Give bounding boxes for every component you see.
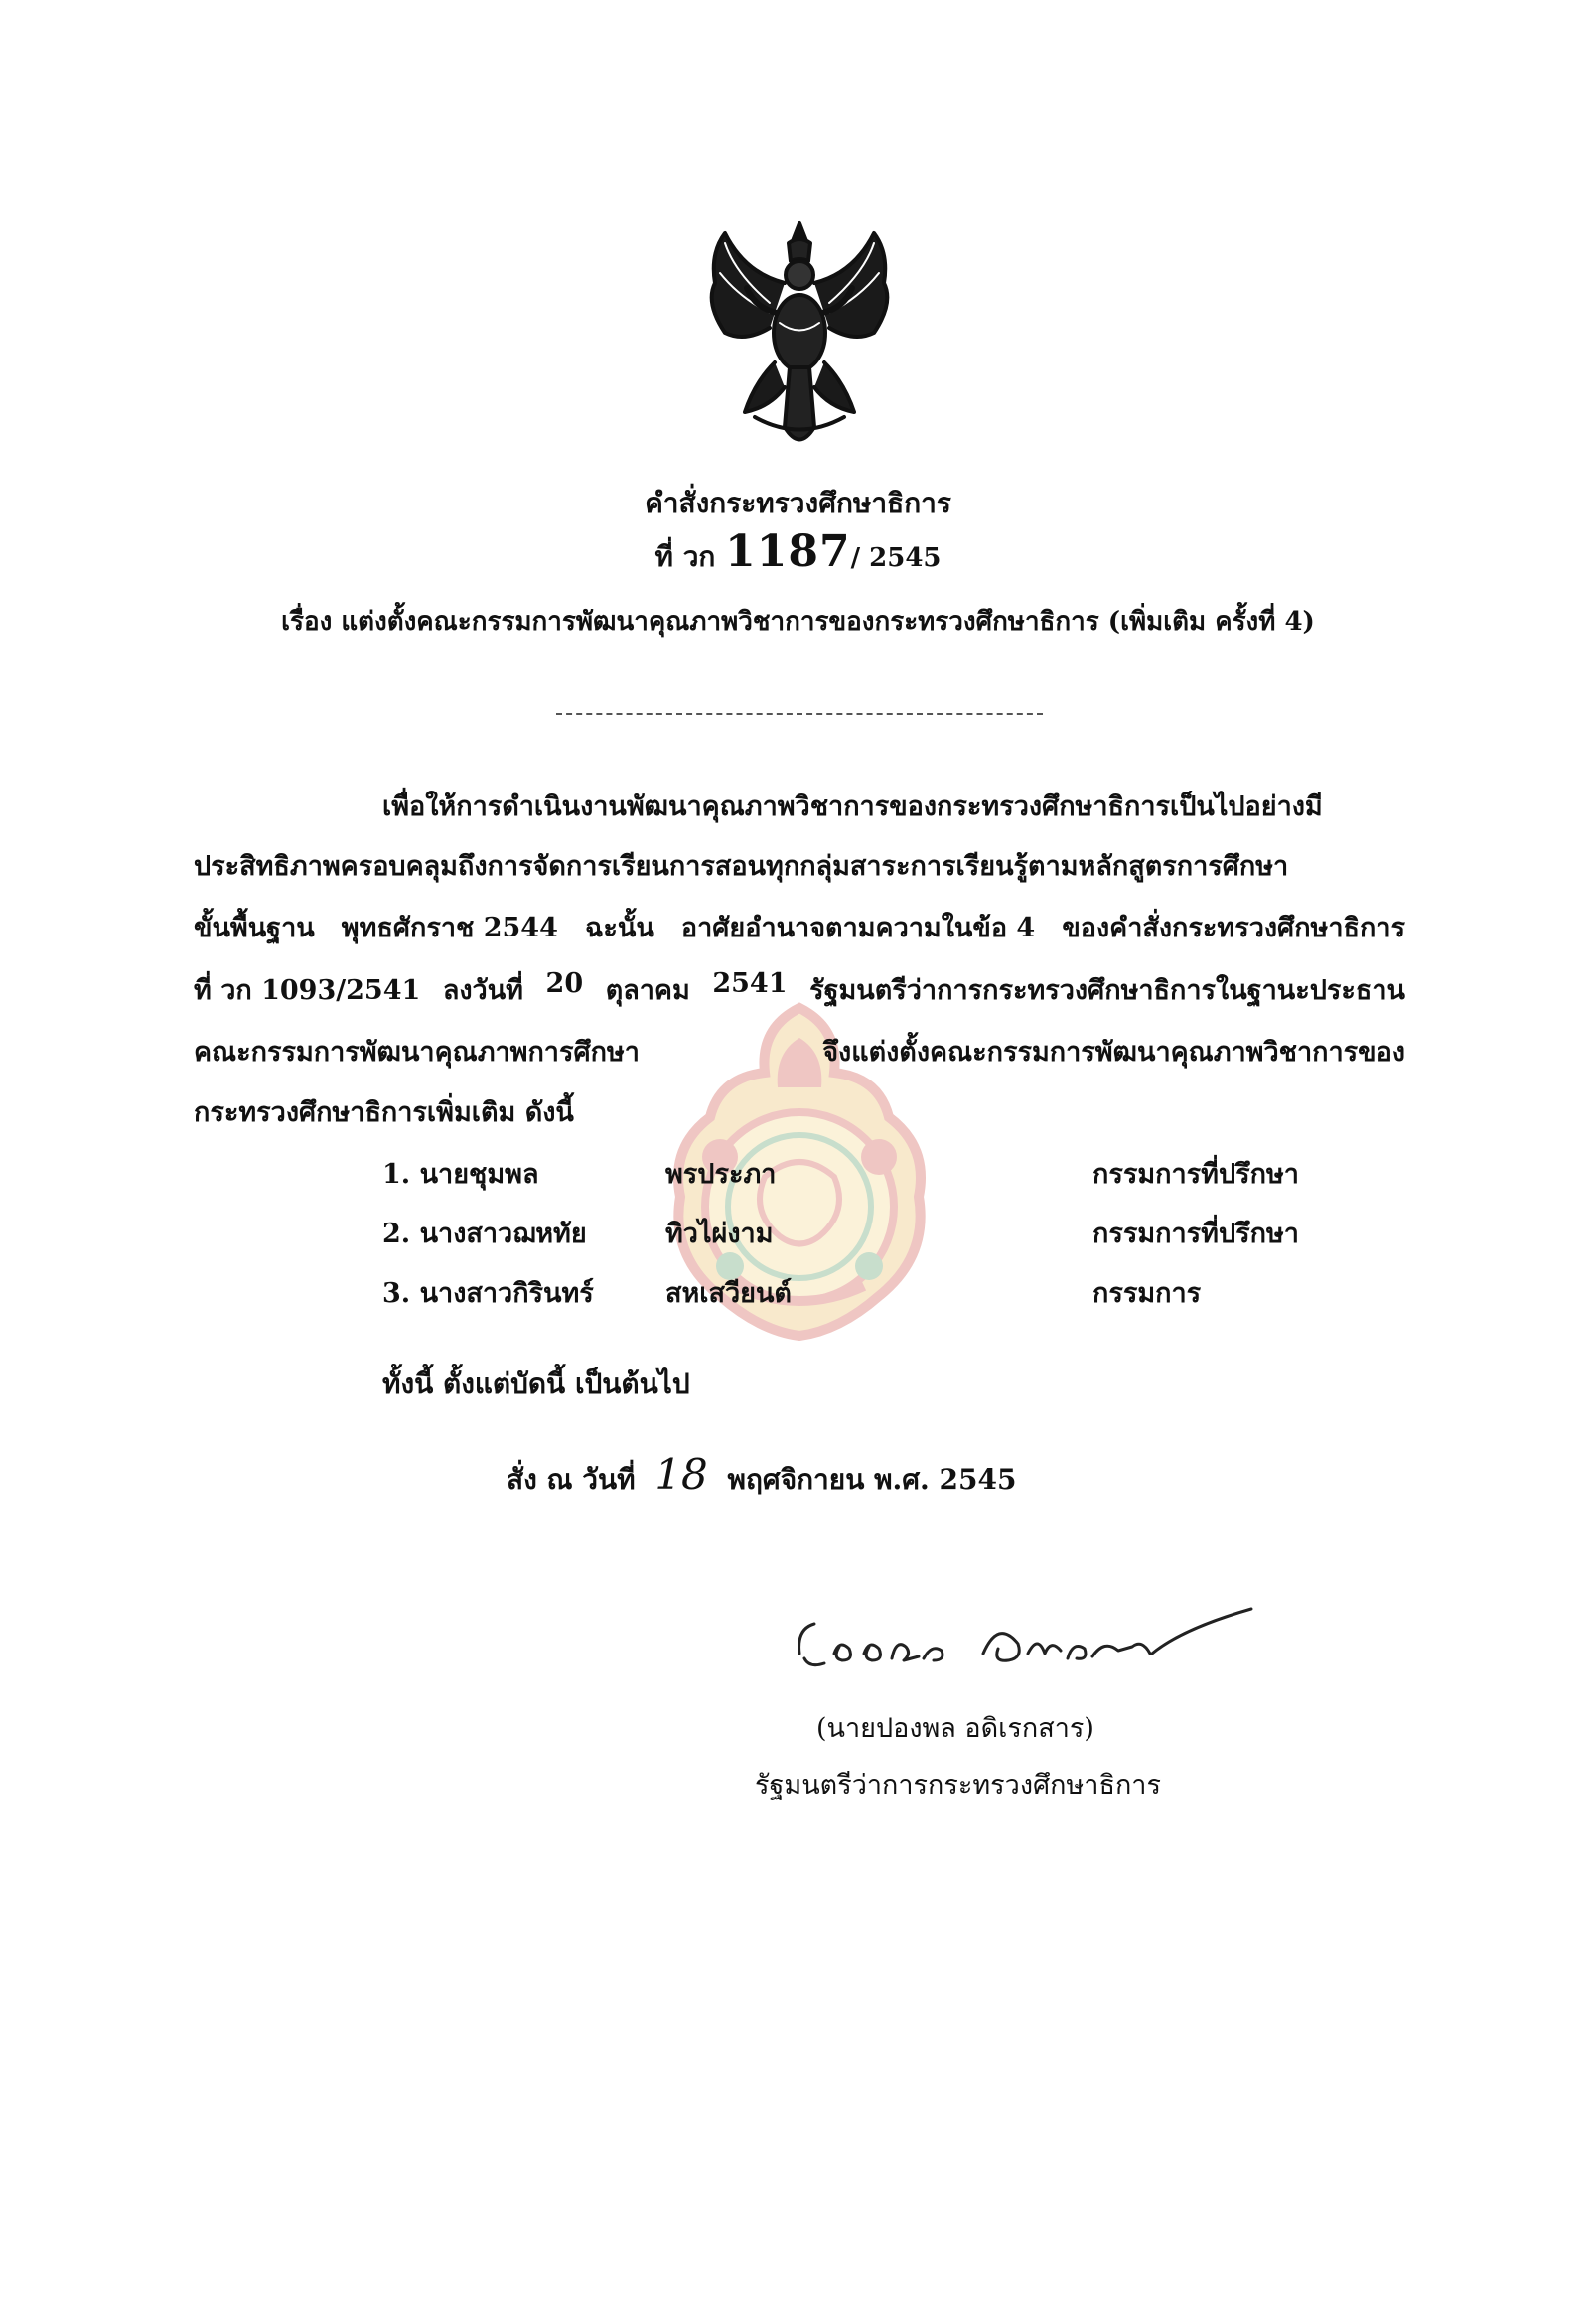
member-role: กรรมการ — [1092, 1278, 1202, 1309]
body-text: ของคำสั่งกระทรวงศึกษาธิการ — [1062, 913, 1405, 943]
member-surname: พรประภา — [665, 1159, 777, 1190]
garuda-emblem-icon — [685, 214, 914, 457]
body-line-3 — [194, 906, 1405, 948]
body-text: ที่ วก 1093/2541 — [194, 975, 421, 1006]
signatory-title: รัฐมนตรีว่าการกระทรวงศึกษาธิการ — [755, 1770, 1161, 1800]
body-text: ประสิทธิภาพครอบคลุมถึงการจัดการเรียนการสอนทุกกลุ่มสาระการเรียนรู้ตามหลักสูตรการศึกษา — [194, 851, 1289, 882]
body-text: 2541 — [712, 968, 788, 999]
member-name: 3. นางสาวกิรินทร์ — [382, 1278, 594, 1309]
order-date-day: 18 — [654, 1450, 708, 1499]
body-line-4 — [194, 968, 1405, 1011]
order-number — [0, 526, 1596, 579]
body-text: รัฐมนตรีว่าการกระทรวงศึกษาธิการในฐานะประธาน — [809, 975, 1405, 1006]
effective-clause: ทั้งนี้ ตั้งแต่บัดนี้ เป็นต้นไป — [382, 1367, 690, 1400]
body-text: จึงแต่งตั้งคณะกรรมการพัฒนาคุณภาพวิชาการของ — [822, 1037, 1405, 1068]
order-title: คำสั่งกระทรวงศึกษาธิการ — [645, 487, 951, 519]
body-text: ลงวันที่ — [442, 975, 523, 1006]
order-date — [507, 1450, 1016, 1502]
order-date-prefix: สั่ง ณ วันที่ — [507, 1463, 636, 1496]
order-number-value: 1187 — [725, 526, 851, 577]
body-text: ฉะนั้น — [584, 913, 654, 943]
body-text: คณะกรรมการพัฒนาคุณภาพการศึกษา — [194, 1037, 640, 1068]
member-name: 2. นางสาวฌหทัย — [382, 1219, 587, 1249]
body-text: อาศัยอำนาจตามความในข้อ 4 — [680, 913, 1036, 943]
body-line-2 — [194, 844, 1405, 887]
body-text: เพื่อให้การดำเนินงานพัฒนาคุณภาพวิชาการของกระทรวงศึกษาธิการเป็นไปอย่างมี — [382, 792, 1323, 822]
body-text: ตุลาคม — [605, 975, 690, 1006]
order-subject: เรื่อง แต่งตั้งคณะกรรมการพัฒนาคุณภาพวิชาการของกระทรวงศึกษาธิการ (เพิ่มเติม ครั้งที่ 4) — [281, 607, 1315, 637]
body-text: ขั้นพื้นฐาน — [194, 913, 315, 943]
order-number-year: / 2545 — [850, 543, 942, 573]
order-date-month-year: พฤศจิกายน พ.ศ. 2545 — [727, 1463, 1017, 1496]
body-line-5 — [194, 1030, 1405, 1073]
body-line-1 — [382, 785, 1405, 827]
member-surname: สหเสวียนต์ — [665, 1278, 792, 1309]
order-number-prefix: ที่ วก — [654, 540, 716, 573]
body-text: พุทธศักราช 2544 — [341, 913, 558, 943]
signatory-name: (นายปองพล อดิเรกสาร) — [816, 1713, 1094, 1744]
handwritten-signature — [785, 1599, 1271, 1688]
body-text: 20 — [545, 968, 584, 999]
body-line-6 — [194, 1090, 1405, 1133]
body-text: กระทรวงศึกษาธิการเพิ่มเติม ดังนี้ — [194, 1097, 574, 1128]
member-role: กรรมการที่ปรึกษา — [1092, 1219, 1299, 1249]
member-role: กรรมการที่ปรึกษา — [1092, 1159, 1299, 1190]
member-surname: ทิวไผ่งาม — [665, 1219, 774, 1249]
member-name: 1. นายชุมพล — [382, 1159, 539, 1190]
separator-line — [556, 713, 1043, 715]
